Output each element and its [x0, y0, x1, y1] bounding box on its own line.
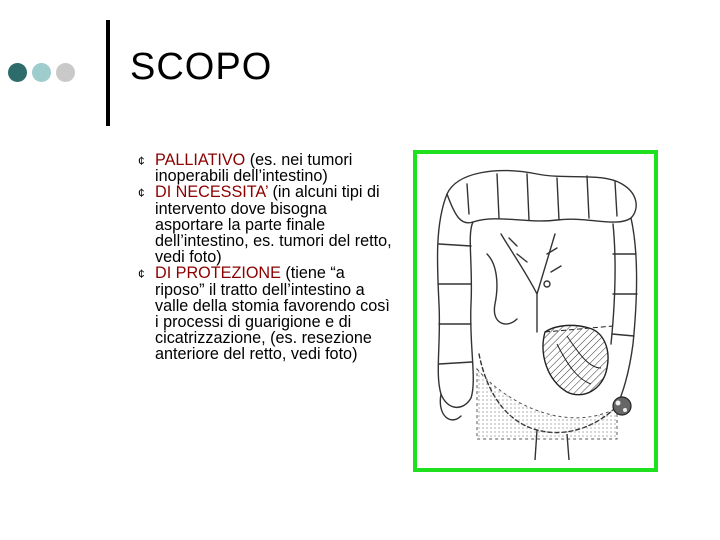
list-item-protezione [138, 265, 393, 362]
dot-light [32, 63, 51, 82]
bullet-list [138, 152, 393, 363]
decorative-dots [8, 63, 75, 82]
item-keyword: DI PROTEZIONE [155, 264, 281, 283]
item-keyword: DI NECESSITA’ [155, 183, 269, 202]
item-text: (tiene “a riposo” il tratto dell’intestino a valle della stomia favorendo così i processi di guarigione e di cicatrizzazione, (es. resezione anteriore del retto, vedi foto) [155, 264, 390, 364]
dot-gray [56, 63, 75, 82]
title-divider [106, 20, 110, 126]
item-text: (es. nei tumori inoperabili dell’intestino) [155, 151, 353, 186]
bullet-icon: ¢ [138, 186, 145, 201]
item-keyword: PALLIATIVO [155, 151, 246, 169]
bullet-icon: ¢ [138, 267, 145, 282]
intestine-figure [413, 150, 658, 472]
dot-dark [8, 63, 27, 82]
bullet-icon: ¢ [138, 154, 145, 168]
list-item-palliativo [138, 152, 393, 184]
list-item-necessita [138, 184, 393, 265]
item-text: (in alcuni tipi di intervento dove bisogna asportare la parte finale dell’intestino, es. tumori del retto, vedi foto) [155, 183, 392, 267]
intestine-illustration-icon [417, 154, 654, 468]
slide-title: SCOPO [130, 46, 273, 88]
